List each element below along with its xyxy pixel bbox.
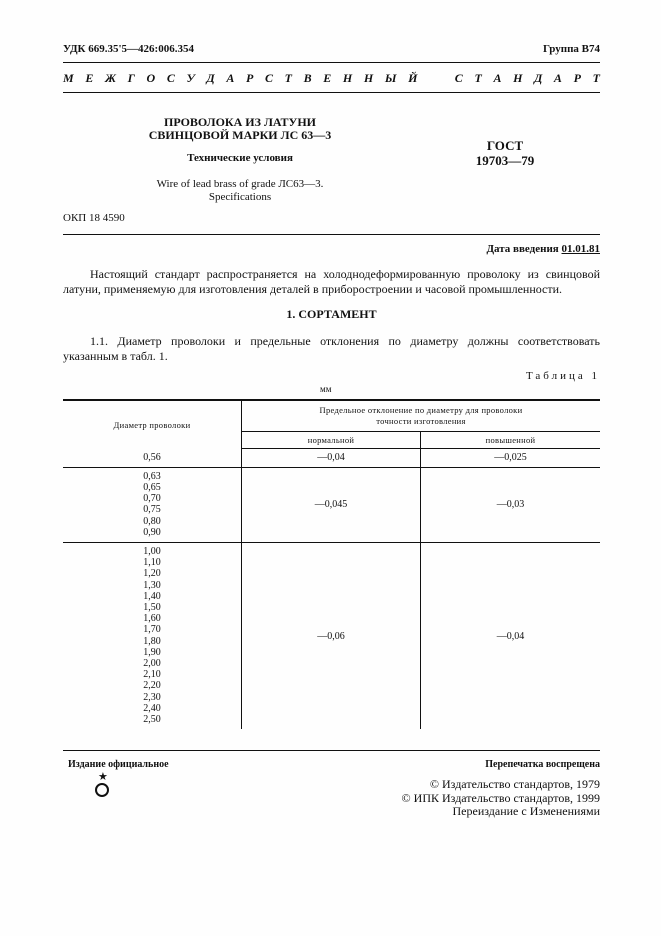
high-deviation-cell: —0,03: [421, 467, 601, 542]
footer-rule: [63, 750, 600, 751]
date-value: 01.01.81: [561, 243, 600, 255]
diameter-value: 0,80: [143, 515, 161, 527]
diameter-cell: [63, 467, 242, 542]
official-edition: Издание официальное: [68, 759, 169, 770]
section-heading: 1. СОРТАМЕНТ: [286, 307, 377, 321]
reissue-note: Переиздание с Изменениями: [452, 804, 600, 818]
clause-1-1: 1.1. Диаметр проволоки и предельные отклонения по диаметру должны соответствовать указанным в табл. 1.: [63, 334, 600, 363]
copyright-1999: © ИПК Издательство стандартов, 1999: [401, 790, 600, 805]
diameter-value: 0,56: [143, 451, 161, 463]
banner-letter: Г: [127, 71, 135, 85]
header-deviation-line-1: Предельное отклонение по диаметру для проволоки: [319, 405, 523, 415]
header-high: повышенной: [421, 432, 601, 449]
diameter-value: 1,80: [143, 635, 161, 647]
banner-letter: А: [493, 71, 502, 85]
diameter-value: 0,70: [143, 493, 161, 505]
diameter-value: 1,50: [143, 601, 161, 613]
banner-letter: Н: [363, 71, 374, 85]
diameter-value: 1,90: [143, 646, 161, 658]
banner-letter: Т: [284, 71, 292, 85]
banner-letter: С: [454, 71, 463, 85]
banner-letter: Р: [245, 71, 254, 85]
diameter-value: 1,70: [143, 624, 161, 636]
banner-letter: М: [63, 71, 74, 85]
header-deviation: [242, 400, 601, 432]
banner-letter: Н: [513, 71, 523, 85]
header-diameter: Диаметр проволоки: [63, 400, 242, 449]
diameter-value: 2,10: [143, 669, 161, 681]
diameter-value: 1,30: [143, 579, 161, 591]
gost-label: ГОСТ: [486, 138, 524, 153]
diameter-cell: [63, 542, 242, 729]
diameter-value: 1,10: [143, 557, 161, 569]
diameter-cell: [63, 449, 242, 468]
okp-code: ОКП 18 4590: [63, 212, 125, 224]
star-icon: ★: [98, 771, 108, 783]
banner-letter: Т: [592, 71, 600, 85]
document-title: [90, 116, 390, 142]
diameter-value: 0,65: [143, 481, 161, 493]
gost-code: 19703—79: [475, 153, 535, 168]
title-line-1: ПРОВОЛОКА ИЗ ЛАТУНИ: [163, 115, 316, 129]
english-title-line-2: Specifications: [208, 191, 272, 203]
gost-number: [440, 138, 570, 168]
copyright-block: [402, 778, 600, 819]
banner-letter: Ж: [104, 71, 116, 85]
english-title: [90, 178, 390, 204]
banner-letter: Е: [85, 71, 94, 85]
banner-letter: О: [146, 71, 156, 85]
banner-letter: Н: [342, 71, 353, 85]
diameter-table: [63, 399, 600, 729]
date-label: Дата введения: [486, 243, 559, 255]
banner-letter: Й: [408, 71, 418, 85]
header-deviation-line-2: точности изготовления: [376, 416, 466, 426]
diameter-value: 0,90: [143, 526, 161, 538]
banner-letter: В: [303, 71, 312, 85]
banner-letter: Д: [534, 71, 543, 85]
banner-letter: А: [553, 71, 562, 85]
diameter-value: 2,20: [143, 680, 161, 692]
table-row: [63, 467, 600, 542]
diameter-value: 2,30: [143, 691, 161, 703]
diameter-value: 0,63: [143, 470, 161, 482]
banner-letter: Д: [206, 71, 215, 85]
diameter-value: 0,75: [143, 504, 161, 516]
banner-gap: [429, 71, 443, 86]
high-deviation-cell: —0,025: [421, 449, 601, 468]
banner-letter: Ы: [384, 71, 397, 85]
diameter-value: 2,00: [143, 657, 161, 669]
table-row: [63, 449, 600, 468]
circle-mark-icon: [95, 783, 109, 797]
title-line-2: СВИНЦОВОЙ МАРКИ ЛС 63—3: [148, 128, 332, 142]
high-deviation-cell: —0,04: [496, 630, 525, 642]
intro-paragraph: Настоящий стандарт распространяется на холоднодеформированную проволоку из свинцовой латуни, применяемую для изготовления деталей в приборостроении и часовой промышленности.: [63, 267, 600, 296]
normal-deviation-cell: —0,045: [242, 467, 421, 542]
udk-code: УДК 669.35'5—426:006.354: [63, 43, 194, 55]
banner-letter: Е: [323, 71, 332, 85]
normal-deviation-cell: —0,06: [242, 542, 421, 729]
header-rule-bottom: [63, 92, 600, 93]
diameter-value: 1,20: [143, 568, 161, 580]
diameter-value: 2,40: [143, 702, 161, 714]
banner-letter: С: [264, 71, 273, 85]
normal-deviation-cell: —0,04: [242, 449, 421, 468]
header-normal: нормальной: [242, 432, 421, 449]
banner-letter: Р: [573, 71, 581, 85]
header-rule-top: [63, 62, 600, 63]
banner-letter: Т: [474, 71, 482, 85]
diameter-value: 1,40: [143, 590, 161, 602]
banner-letter: С: [166, 71, 175, 85]
table-row: [63, 542, 600, 729]
group-code: Группа В74: [542, 43, 600, 55]
copyright-1979: © Издательство стандартов, 1979: [429, 777, 600, 791]
english-title-line-1: Wire of lead brass of grade ЛС63—3.: [156, 178, 324, 190]
reprint-prohibited: Перепечатка воспрещена: [485, 759, 600, 770]
table-unit: мм: [320, 384, 332, 394]
date-rule: [63, 234, 600, 235]
subtitle: Технические условия: [187, 152, 293, 164]
banner-letter: А: [226, 71, 235, 85]
diameter-value: 1,00: [143, 545, 161, 557]
diameter-value: 1,60: [143, 613, 161, 625]
interstate-standard-banner: [63, 71, 600, 86]
effective-date: [486, 243, 600, 255]
table-caption: Таблица 1: [525, 370, 600, 382]
banner-letter: У: [186, 71, 195, 85]
diameter-value: 2,50: [143, 713, 161, 725]
